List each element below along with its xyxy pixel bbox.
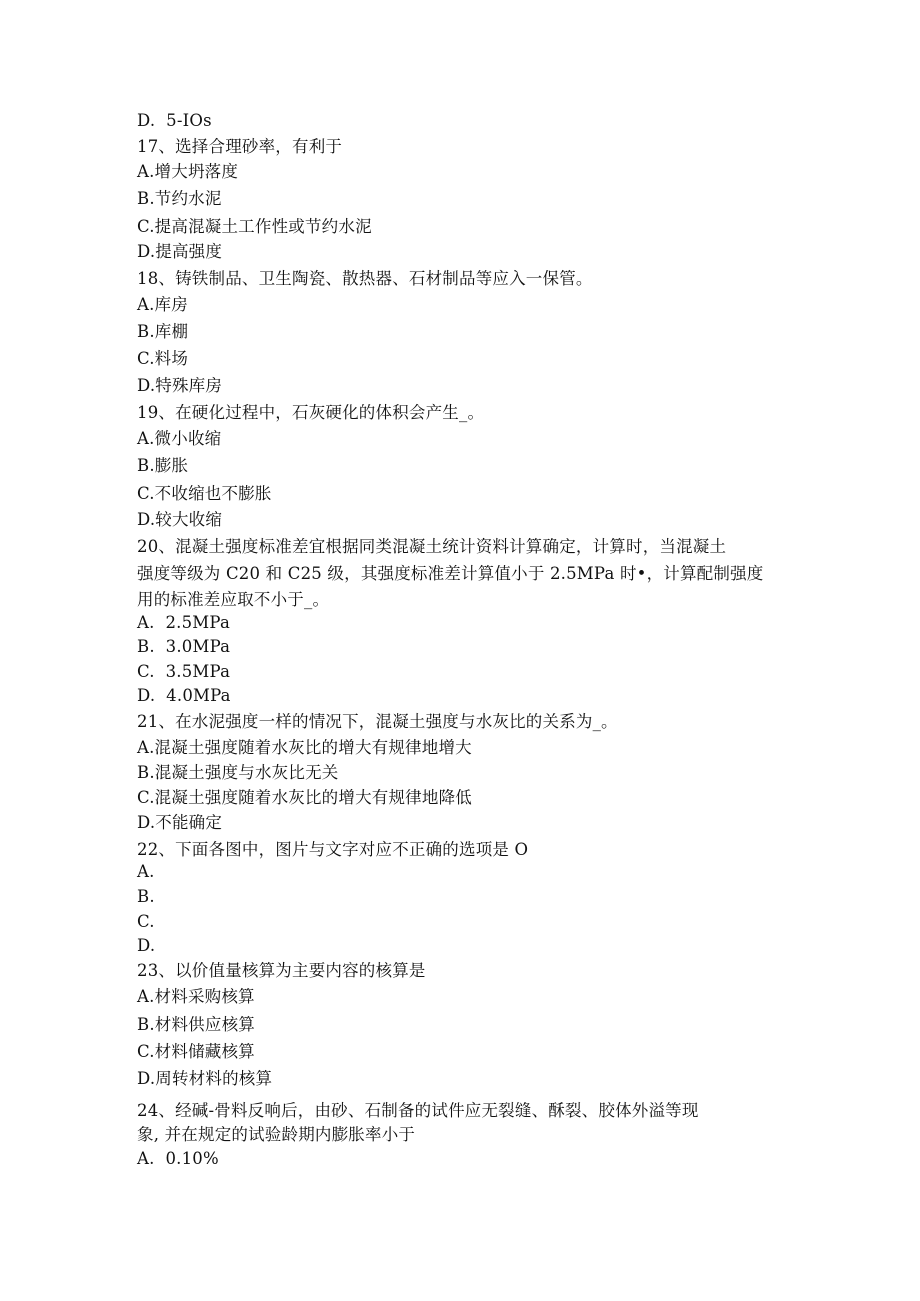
question-22: 22、下面各图中，图片与文字对应不正确的选项是 O bbox=[137, 840, 529, 859]
option-line: C. bbox=[137, 912, 155, 931]
question-18: 18、铸铁制品、卫生陶瓷、散热器、石材制品等应入一保管。 bbox=[137, 269, 593, 288]
option-line: A.增大坍落度 bbox=[137, 162, 239, 181]
question-20: 20、混凝土强度标准差宜根据同类混凝土统计资料计算确定，计算时，当混凝土 bbox=[137, 537, 727, 556]
option-line: A.库房 bbox=[137, 295, 188, 314]
option-line: A.混凝土强度随着水灰比的增大有规律地增大 bbox=[137, 738, 472, 757]
question-19: 19、在硬化过程中，石灰硬化的体积会产生_。 bbox=[137, 403, 485, 422]
option-line: B.膨胀 bbox=[137, 456, 189, 475]
option-line: A. 0.10% bbox=[137, 1149, 219, 1168]
option-line: D. 4.0MPa bbox=[137, 686, 231, 705]
option-line: A.材料采购核算 bbox=[137, 987, 255, 1006]
option-line: C.不收缩也不膨胀 bbox=[137, 484, 272, 503]
option-line: A. 2.5MPa bbox=[137, 613, 230, 632]
option-line: C.材料储藏核算 bbox=[137, 1042, 255, 1061]
question-20-cont: 强度等级为 C20 和 C25 级，其强度标准差计算值小于 2.5MPa 时•，计算配制强度 bbox=[137, 564, 764, 583]
option-line: C.混凝土强度随着水灰比的增大有规律地降低 bbox=[137, 788, 472, 807]
question-20-cont: 用的标准差应取不小于_。 bbox=[137, 590, 330, 609]
option-line: A.微小收缩 bbox=[137, 429, 222, 448]
text-line: D. 5-IOs bbox=[137, 111, 212, 130]
option-line: B.混凝土强度与水灰比无关 bbox=[137, 763, 339, 782]
option-line: B. bbox=[137, 887, 155, 906]
option-line: B.材料供应核算 bbox=[137, 1015, 255, 1034]
option-line: D.周转材料的核算 bbox=[137, 1069, 273, 1088]
option-line: C. 3.5MPa bbox=[137, 662, 231, 681]
question-24-cont: 象, 并在规定的试验龄期内膨胀率小于 bbox=[137, 1125, 416, 1144]
question-21: 21、在水泥强度一样的情况下，混凝土强度与水灰比的关系为_。 bbox=[137, 712, 618, 731]
option-line: D.不能确定 bbox=[137, 813, 223, 832]
option-line: D.提高强度 bbox=[137, 242, 223, 261]
question-24: 24、经碱-骨料反响后，由砂、石制备的试件应无裂缝、酥裂、胶体外溢等现 bbox=[137, 1101, 699, 1120]
option-line: D. bbox=[137, 936, 156, 955]
question-17: 17、选择合理砂率，有利于 bbox=[137, 137, 343, 156]
option-line: C.料场 bbox=[137, 349, 189, 368]
option-line: B.库棚 bbox=[137, 322, 189, 341]
option-line: C.提高混凝土工作性或节约水泥 bbox=[137, 217, 372, 236]
option-line: A. bbox=[137, 862, 155, 881]
option-line: B. 3.0MPa bbox=[137, 637, 231, 656]
question-23: 23、以价值量核算为主要内容的核算是 bbox=[137, 961, 426, 980]
option-line: D.较大收缩 bbox=[137, 510, 223, 529]
option-line: D.特殊库房 bbox=[137, 376, 223, 395]
option-line: B.节约水泥 bbox=[137, 189, 222, 208]
